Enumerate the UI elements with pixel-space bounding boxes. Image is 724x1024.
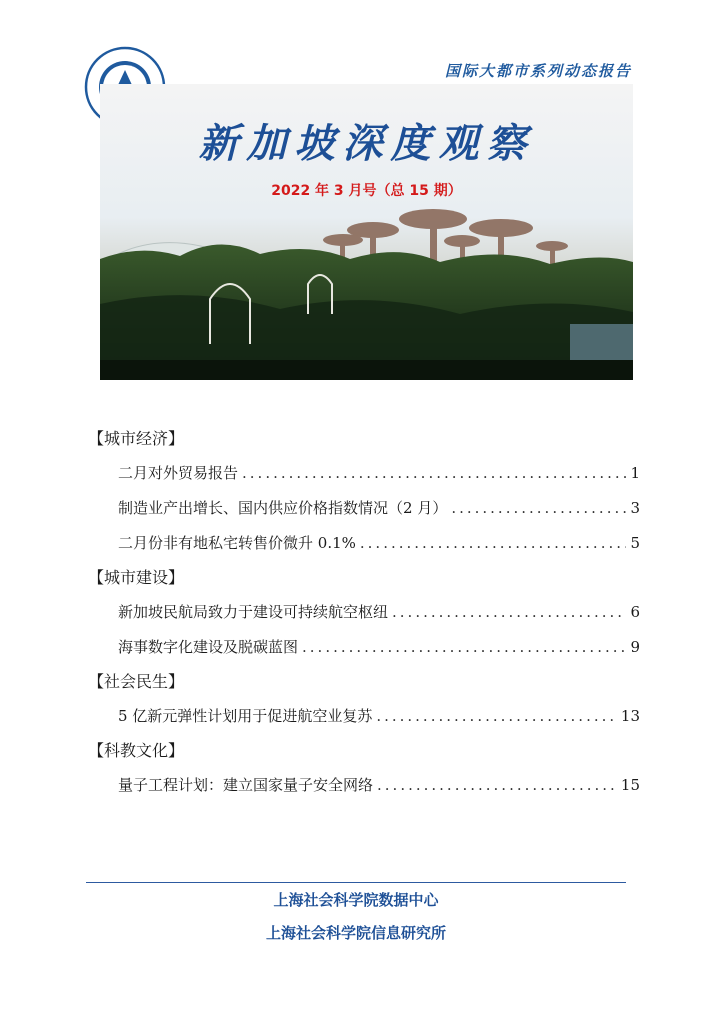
toc-entry-title: 二月份非有地私宅转售价微升 0.1%: [118, 534, 356, 552]
toc-entry-page: 3: [630, 499, 640, 517]
toc-entry[interactable]: [88, 459, 640, 494]
toc-entry-page: 9: [630, 638, 640, 656]
toc-entry[interactable]: [88, 633, 640, 668]
toc-leader-dots: [392, 598, 626, 626]
toc-entry-title: 5 亿新元弹性计划用于促进航空业复苏: [118, 707, 373, 725]
toc-section-heading: 【科教文化】: [88, 741, 185, 760]
toc-leader-dots: [377, 771, 617, 799]
toc-entry[interactable]: [88, 494, 640, 529]
toc-entry-title: 二月对外贸易报告: [118, 464, 239, 482]
toc-leader-dots: [242, 459, 626, 487]
toc-entry-page: 5: [630, 534, 640, 552]
toc-entry-title: 制造业产出增长、国内供应价格指数情况（2 月）: [118, 499, 448, 517]
toc-leader-dots: [360, 529, 627, 557]
toc-entry[interactable]: [88, 529, 640, 564]
footer-divider: [86, 882, 626, 883]
toc-entry-page: 13: [620, 707, 640, 725]
footer-org-line1: 上海社会科学院数据中心: [273, 891, 439, 909]
publication-title: 新加坡深度观察: [198, 120, 535, 167]
toc-section-heading: 【城市经济】: [88, 429, 185, 448]
toc-leader-dots: [376, 702, 617, 730]
toc-entry-page: 1: [630, 464, 640, 482]
toc-section-heading: 【城市建设】: [88, 568, 185, 587]
series-label: 国际大都市系列动态报告: [444, 62, 632, 80]
toc-entry-title: 量子工程计划：建立国家量子安全网络: [118, 776, 374, 794]
toc-leader-dots: [302, 633, 626, 661]
table-of-contents: [88, 425, 640, 806]
issue-label: 2022 年 3 月号（总 15 期）: [271, 183, 462, 199]
toc-entry[interactable]: [88, 598, 640, 633]
toc-section-heading: 【社会民生】: [88, 672, 185, 691]
toc-entry-page: 15: [620, 776, 640, 794]
toc-entry-page: 6: [630, 603, 640, 621]
toc-entry[interactable]: [88, 702, 640, 737]
footer-org-line2: 上海社会科学院信息研究所: [265, 924, 446, 942]
toc-entry[interactable]: [88, 771, 640, 806]
toc-entry-title: 新加坡民航局致力于建设可持续航空枢纽: [118, 603, 389, 621]
toc-entry-title: 海事数字化建设及脱碳蓝图: [118, 638, 299, 656]
toc-leader-dots: [451, 494, 626, 522]
